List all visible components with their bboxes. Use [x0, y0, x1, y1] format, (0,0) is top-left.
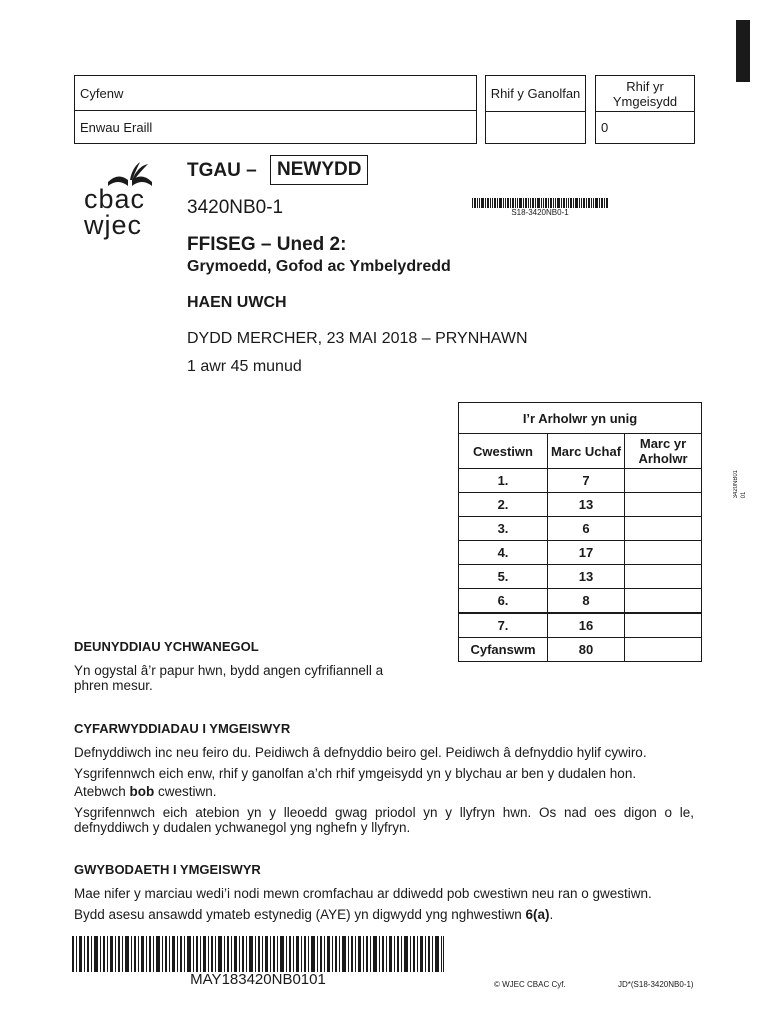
surname-field[interactable] [75, 76, 476, 111]
table-row [459, 517, 702, 541]
other-names-field[interactable] [75, 110, 476, 144]
instructions-heading: CYFARWYDDIADAU I YMGEISWYR [74, 721, 291, 736]
max-mark: 13 [548, 493, 625, 517]
examiner-mark-cell[interactable] [625, 541, 702, 565]
candidate-number-box[interactable] [595, 75, 695, 144]
candidate-number-label: Rhif yr Ymgeisydd [596, 76, 694, 112]
max-mark: 17 [548, 541, 625, 565]
column-header-max-mark: Marc Uchaf [548, 434, 625, 469]
table-row [459, 541, 702, 565]
question-number: 5. [459, 565, 548, 589]
examiner-mark-cell[interactable] [625, 469, 702, 493]
cbac-wjec-logo [80, 160, 160, 240]
small-barcode-text: S18-3420NB0-1 [511, 208, 569, 217]
paper-reference: JD*(S18-3420NB0-1) [618, 980, 694, 989]
max-mark: 13 [548, 565, 625, 589]
question-number: 1. [459, 469, 548, 493]
corner-registration-mark [736, 20, 750, 82]
instruction-details: Ysgrifennwch eich enw, rhif y ganolfan a’ch rhif ymgeisydd yn y blychau ar ben y dudalen hon. [74, 766, 637, 781]
information-qer-pre: Bydd asesu ansawdd ymateb estynedig (AYE) yn digwydd yng nghwestiwn [74, 907, 526, 922]
table-caption: I’r Arholwr yn unig [459, 403, 702, 434]
table-row [459, 589, 702, 614]
column-header-examiner-mark: Marc yr Arholwr [625, 434, 702, 469]
centre-number-label: Rhif y Ganolfan [486, 76, 585, 112]
logo-text-cbac: cbac [84, 184, 146, 214]
other-names-label: Enwau Eraill [80, 119, 153, 135]
examiner-marks-table [458, 402, 702, 662]
table-row [459, 613, 702, 638]
max-mark: 6 [548, 517, 625, 541]
question-number: 3. [459, 517, 548, 541]
table-row [459, 469, 702, 493]
candidate-name-box [74, 75, 477, 144]
page-barcode-text: MAY183420NB0101 [190, 971, 326, 988]
candidate-number-value: 0 [601, 120, 609, 135]
copyright-notice: © WJEC CBAC Cyf. [494, 980, 566, 989]
information-qer-post: . [549, 907, 554, 922]
qualification-title: TGAU – [187, 160, 257, 181]
paper-code: 3420NB0-1 [187, 197, 284, 218]
table-row [459, 493, 702, 517]
question-number: 6. [459, 589, 548, 614]
exam-date: DYDD MERCHER, 23 MAI 2018 – PRYNHAWN [187, 330, 528, 347]
max-mark: 8 [548, 589, 625, 614]
examiner-mark-cell[interactable] [625, 517, 702, 541]
instruction-spaces: Ysgrifennwch eich atebion yn y lleoedd gwag priodol yn y llyfryn hwn. Os nad oes digon o le, defnyddiwch y dudalen ychwanegol yng nghefn y llyfryn. [74, 805, 694, 835]
column-header-question: Cwestiwn [459, 434, 548, 469]
instruction-answer-bold: bob [129, 784, 155, 799]
question-number: 2. [459, 493, 548, 517]
information-qer [74, 907, 694, 922]
table-total-row [459, 638, 702, 662]
side-code-line2: 01 [741, 491, 747, 499]
instruction-ink: Defnyddiwch inc neu feiro du. Peidiwch â defnyddio beiro gel. Peidiwch â defnyddio hylif cywiro. [74, 745, 647, 760]
page-barcode [72, 936, 444, 972]
instruction-answer-all [74, 784, 694, 799]
information-marks: Mae nifer y marciau wedi’i nodi mewn cromfachau ar ddiwedd pob cwestiwn neu ran o gwestiwn. [74, 886, 652, 901]
surname-label: Cyfenw [80, 85, 124, 101]
side-code-line1: 3420NB01 [733, 470, 739, 499]
max-mark: 16 [548, 613, 625, 638]
newydd-badge: NEWYDD [270, 155, 368, 185]
additional-materials-text: Yn ogystal â’r papur hwn, bydd angen cyfrifiannell a phren mesur. [74, 663, 384, 693]
small-barcode [472, 198, 608, 208]
tier-label: HAEN UWCH [187, 294, 287, 311]
information-qer-bold: 6(a) [525, 907, 550, 922]
book-icon [106, 160, 156, 186]
table-row [459, 565, 702, 589]
examiner-mark-cell[interactable] [625, 565, 702, 589]
exam-duration: 1 awr 45 munud [187, 358, 302, 375]
total-label: Cyfanswm [459, 638, 548, 662]
side-code [732, 470, 748, 498]
information-heading: GWYBODAETH I YMGEISWYR [74, 862, 261, 877]
examiner-mark-cell[interactable] [625, 613, 702, 638]
examiner-total-cell[interactable] [625, 638, 702, 662]
unit-subtitle: Grymoedd, Gofod ac Ymbelydredd [187, 258, 451, 275]
question-number: 7. [459, 613, 548, 638]
subject-title: FFISEG – Uned 2: [187, 234, 347, 255]
examiner-mark-cell[interactable] [625, 589, 702, 614]
question-number: 4. [459, 541, 548, 565]
logo-text-wjec: wjec [84, 210, 143, 240]
total-max-mark: 80 [548, 638, 625, 662]
max-mark: 7 [548, 469, 625, 493]
examiner-mark-cell[interactable] [625, 493, 702, 517]
instruction-answer-pre: Atebwch [74, 784, 130, 799]
instruction-answer-post: cwestiwn. [154, 784, 217, 799]
additional-materials-heading: DEUNYDDIAU YCHWANEGOL [74, 639, 259, 654]
centre-number-box[interactable] [485, 75, 586, 144]
